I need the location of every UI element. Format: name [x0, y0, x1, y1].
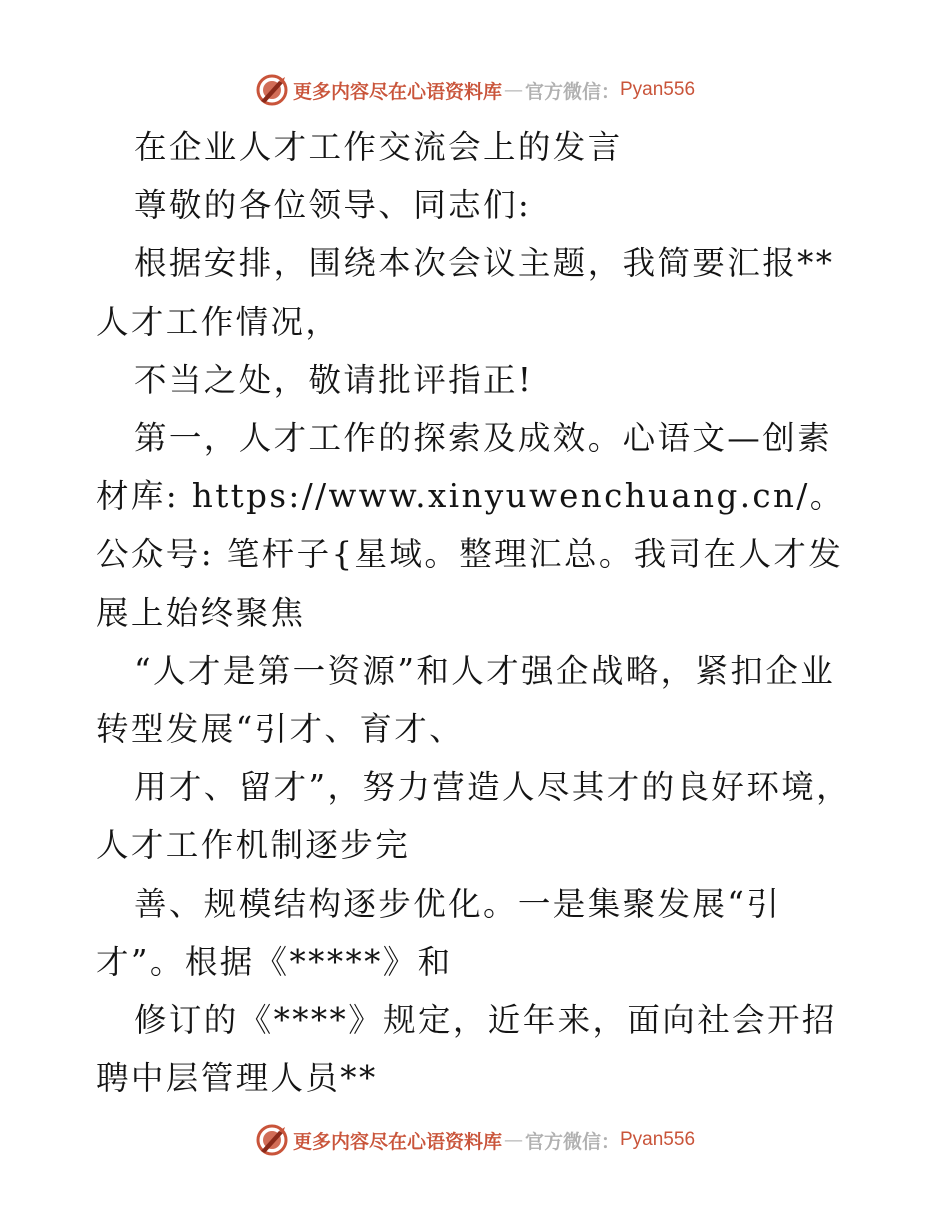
salutation: 尊敬的各位领导、同志们: [134, 186, 532, 225]
banner-wechat-id: Pyan556 [620, 1129, 696, 1150]
writing-pen-logo-icon [255, 73, 289, 107]
document-body [96, 118, 856, 1107]
paragraph: 不当之处，敬请批评指正! [134, 360, 534, 399]
banner-wechat-id: Pyan556 [620, 79, 696, 100]
banner-wechat-label: 官方微信： [524, 1130, 620, 1153]
banner-separator: — [503, 1129, 523, 1151]
paragraph: 第一，人才工作的探索及成效。心语文—创素材库: https://www.xinyuwenchuang.cn/。公众号: 笔杆子{星域。整理汇总。我司在人才发展上始终聚焦 [96, 419, 845, 632]
banner-text: 更多内容尽在心语资料库 [292, 80, 502, 103]
banner-wechat-label: 官方微信： [524, 80, 620, 103]
paragraph: 根据安排，围绕本次会议主题，我简要汇报**人才工作情况， [96, 244, 835, 341]
banner-separator: — [503, 79, 523, 101]
paragraph: “人才是第一资源”和人才强企战略，紧扣企业转型发展“引才、育才、 [96, 651, 836, 749]
paragraph: 修订的《****》规定，近年来，面向社会开招聘中层管理人员** [96, 1001, 837, 1098]
footer-watermark-banner [0, 1120, 950, 1160]
writing-pen-logo-icon [255, 1123, 289, 1157]
banner-text: 更多内容尽在心语资料库 [292, 1130, 502, 1153]
document-title: 在企业人才工作交流会上的发言 [134, 128, 623, 166]
paragraph: 善、规模结构逐步优化。一是集聚发展“引才”。根据《*****》和 [96, 884, 782, 981]
paragraph: 用才、留才”，努力营造人尽其才的良好环境，人才工作机制逐步完 [96, 768, 852, 865]
header-watermark-banner [0, 70, 950, 110]
